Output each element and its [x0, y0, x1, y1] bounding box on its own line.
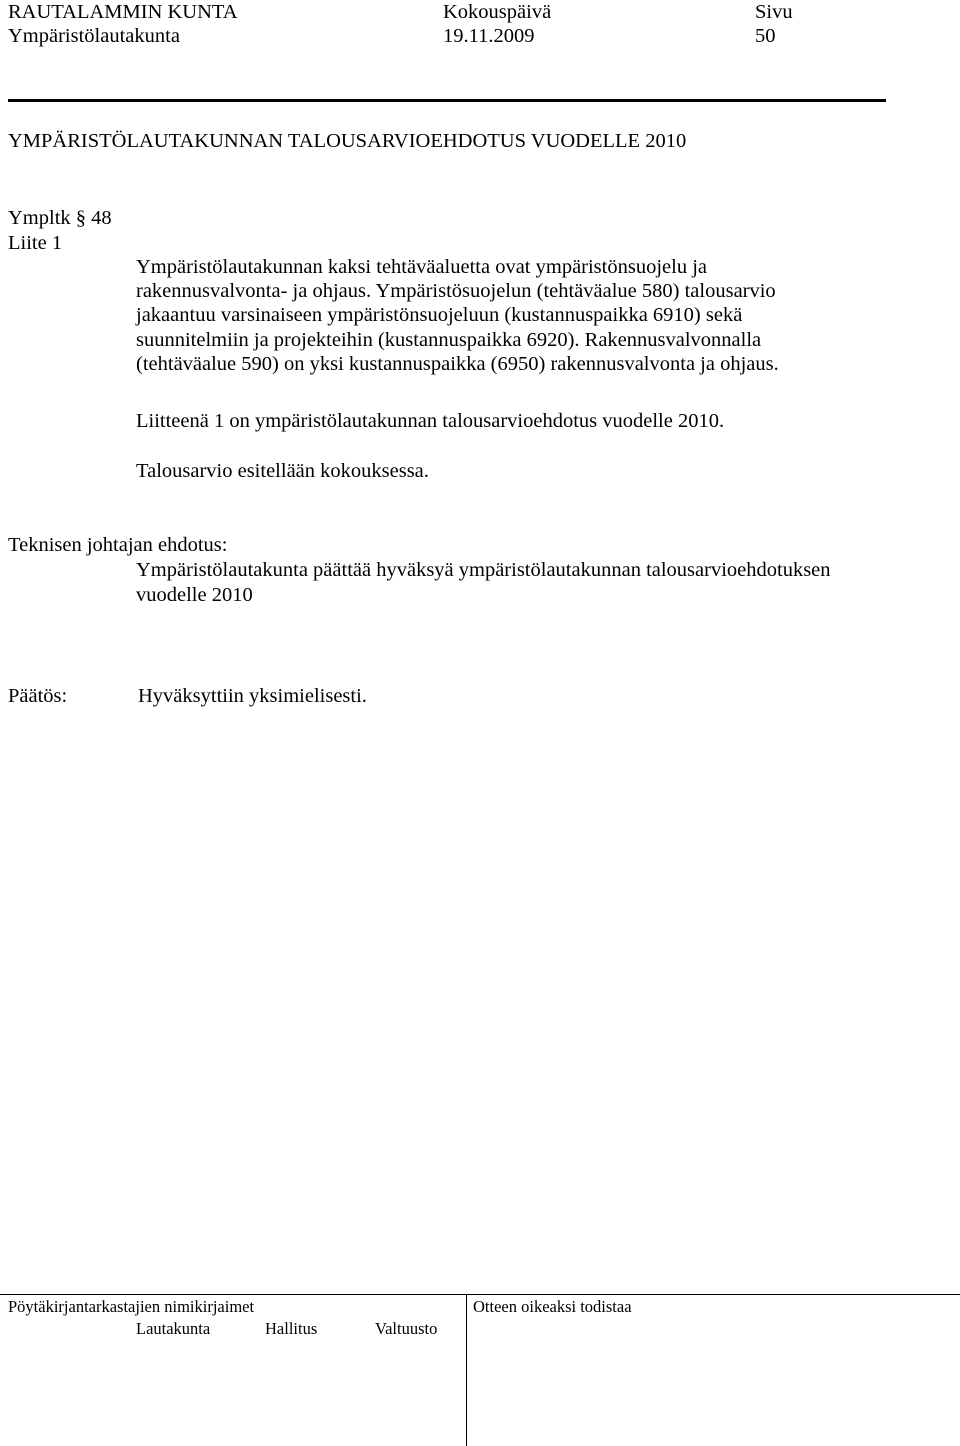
meeting-date-label: Kokouspäivä: [443, 1, 552, 23]
page-number-value: 50: [755, 25, 776, 47]
section-reference: Ympltk § 48: [8, 207, 112, 229]
document-title: YMPÄRISTÖLAUTAKUNNAN TALOUSARVIOEHDOTUS VUODELLE 2010: [8, 130, 687, 152]
footer-divider: [0, 1294, 960, 1295]
signature-column-lautakunta: Lautakunta: [136, 1319, 211, 1338]
decision-label: Päätös:: [8, 685, 68, 707]
proposal-text: Ympäristölautakunta päättää hyväksyä ympäristölautakunnan talousarvioehdotuksen: [136, 559, 831, 581]
header-divider: [8, 99, 886, 102]
signature-column-hallitus: Hallitus: [265, 1319, 318, 1338]
certified-label: Otteen oikeaksi todistaa: [473, 1297, 632, 1316]
decision-text: Hyväksyttiin yksimielisesti.: [138, 685, 367, 707]
signature-column-valtuusto: Valtuusto: [375, 1319, 438, 1338]
page-number-label: Sivu: [755, 1, 793, 23]
paragraph-line: jakaantuu varsinaiseen ympäristönsuojeluun (kustannuspaikka 6910) sekä: [136, 304, 743, 327]
proposal-label: Teknisen johtajan ehdotus:: [8, 534, 228, 556]
paragraph-line: Ympäristölautakunnan kaksi tehtäväaluetta ovat ympäristönsuojelu ja: [136, 256, 707, 278]
paragraph-line: (tehtäväalue 590) on yksi kustannuspaikka (6950) rakennusvalvonta ja ohjaus.: [136, 352, 779, 375]
attachment-reference: Liite 1: [8, 232, 63, 254]
organization-name: RAUTALAMMIN KUNTA: [8, 1, 238, 23]
signatures-label: Pöytäkirjantarkastajien nimikirjaimet: [8, 1297, 255, 1316]
footer-column-divider: [466, 1294, 467, 1446]
paragraph-line: rakennusvalvonta- ja ohjaus. Ympäristösuojelun (tehtäväalue 580) talousarvio: [136, 280, 776, 303]
meeting-date-value: 19.11.2009: [443, 25, 535, 47]
budget-description-paragraph: [136, 255, 936, 376]
proposal-text: vuodelle 2010: [136, 584, 253, 606]
paragraph-line: suunnitelmiin ja projekteihin (kustannuspaikka 6920). Rakennusvalvonnalla: [136, 328, 762, 351]
attachment-paragraph: Liitteenä 1 on ympäristölautakunnan talousarvioehdotus vuodelle 2010.: [136, 410, 725, 432]
committee-name: Ympäristölautakunta: [8, 25, 180, 47]
presentation-paragraph: Talousarvio esitellään kokouksessa.: [136, 460, 429, 482]
